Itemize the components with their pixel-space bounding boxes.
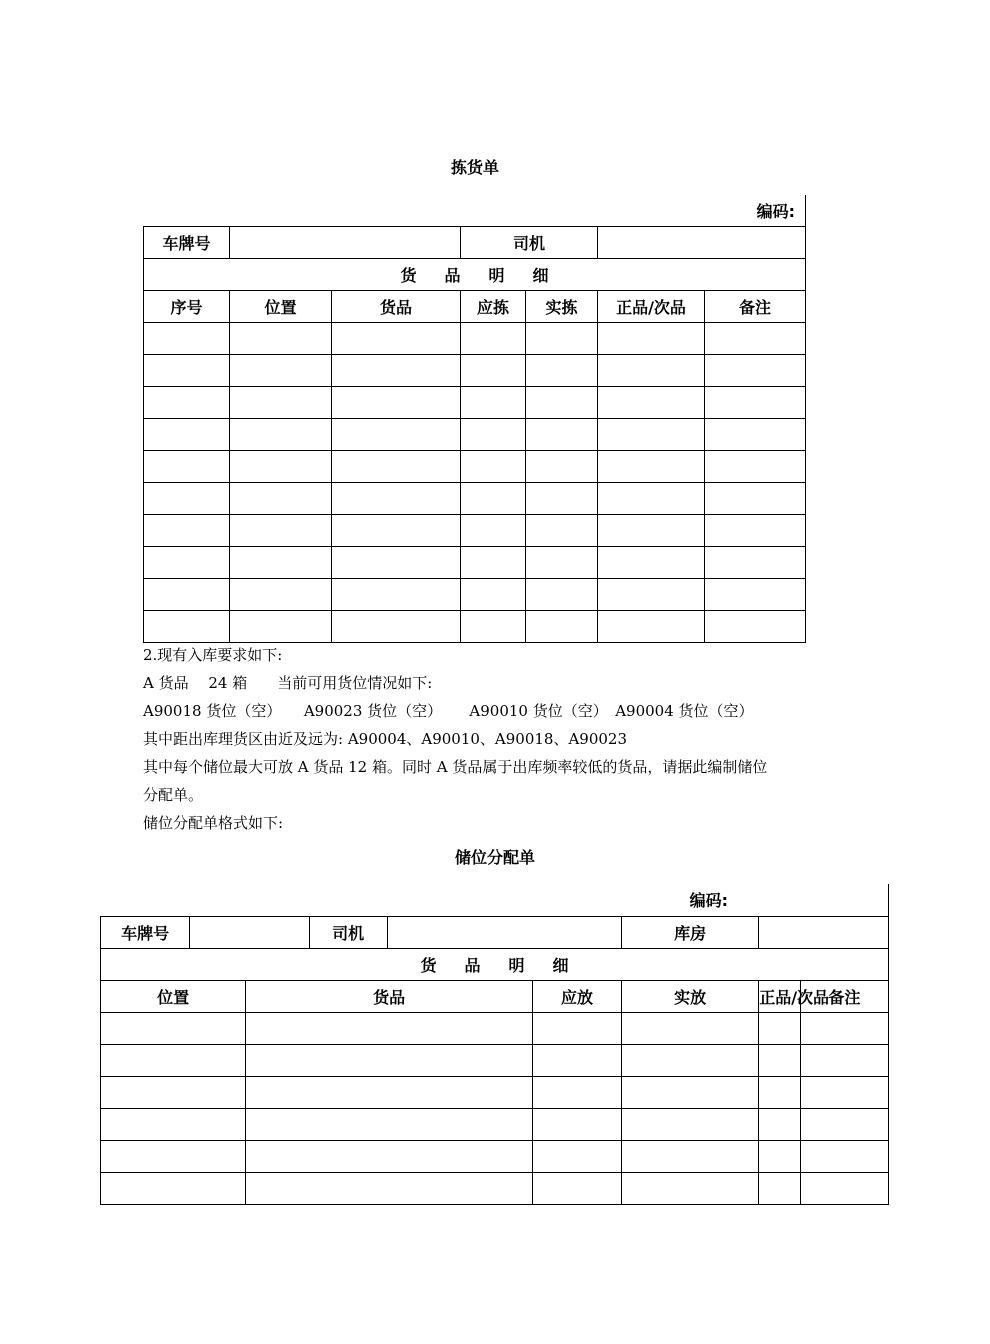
picking-cell[interactable] <box>230 578 332 610</box>
picking-cell[interactable] <box>598 514 705 546</box>
allocation-plate-label: 车牌号 <box>101 916 190 948</box>
picking-cell[interactable] <box>526 450 598 482</box>
picking-code-label: 编码: <box>756 201 796 221</box>
picking-table-row <box>144 546 806 578</box>
picking-cell[interactable] <box>332 354 461 386</box>
allocation-cell[interactable] <box>101 1044 246 1076</box>
picking-cell[interactable] <box>144 386 230 418</box>
picking-cell[interactable] <box>705 546 806 578</box>
picking-cell[interactable] <box>144 354 230 386</box>
allocation-cell[interactable] <box>246 1140 533 1172</box>
allocation-cell[interactable] <box>101 1172 246 1204</box>
picking-cell[interactable] <box>598 418 705 450</box>
allocation-driver-field[interactable] <box>387 916 622 948</box>
picking-cell[interactable] <box>705 578 806 610</box>
allocation-cell[interactable] <box>532 1012 621 1044</box>
picking-cell[interactable] <box>526 578 598 610</box>
picking-table-row <box>144 610 806 642</box>
allocation-cell[interactable] <box>759 1044 801 1076</box>
allocation-plate-field[interactable] <box>190 916 309 948</box>
picking-cell[interactable] <box>598 610 705 642</box>
picking-cell[interactable] <box>332 514 461 546</box>
picking-cell[interactable] <box>144 546 230 578</box>
picking-cell[interactable] <box>526 386 598 418</box>
picking-cell[interactable] <box>526 322 598 354</box>
picking-cell[interactable] <box>230 418 332 450</box>
picking-table-row <box>144 386 806 418</box>
instruction-line-6: 分配单。 <box>143 786 204 804</box>
picking-cell[interactable] <box>598 354 705 386</box>
picking-cell[interactable] <box>705 354 806 386</box>
allocation-col-remarks: 备注 <box>800 980 888 1012</box>
picking-cell[interactable] <box>461 610 526 642</box>
picking-cell[interactable] <box>332 482 461 514</box>
picking-col-index: 序号 <box>144 290 230 322</box>
allocation-cell[interactable] <box>800 1108 888 1140</box>
instruction-line-3: A90018 货位（空） A90023 货位（空） A90010 货位（空） A90004 货位（空） <box>143 702 754 720</box>
picking-form-table <box>143 195 806 643</box>
allocation-table-row <box>101 1044 889 1076</box>
picking-cell[interactable] <box>332 546 461 578</box>
picking-plate-label: 车牌号 <box>144 226 230 258</box>
instruction-line-7: 储位分配单格式如下: <box>143 814 284 832</box>
allocation-cell[interactable] <box>759 1012 801 1044</box>
picking-table-row <box>144 418 806 450</box>
picking-cell[interactable] <box>332 322 461 354</box>
picking-cell[interactable] <box>598 546 705 578</box>
picking-cell[interactable] <box>332 578 461 610</box>
picking-cell[interactable] <box>526 482 598 514</box>
picking-cell[interactable] <box>705 482 806 514</box>
instruction-line-1: 2.现有入库要求如下: <box>143 646 283 664</box>
allocation-cell[interactable] <box>246 1172 533 1204</box>
allocation-col-should-place: 应放 <box>532 980 621 1012</box>
picking-cell[interactable] <box>230 450 332 482</box>
allocation-table-row <box>101 1108 889 1140</box>
picking-cell[interactable] <box>598 322 705 354</box>
allocation-cell[interactable] <box>532 1108 621 1140</box>
allocation-cell[interactable] <box>246 1044 533 1076</box>
picking-cell[interactable] <box>230 610 332 642</box>
picking-cell[interactable] <box>705 386 806 418</box>
allocation-cell[interactable] <box>532 1172 621 1204</box>
allocation-rows <box>101 1012 889 1204</box>
picking-col-location: 位置 <box>230 290 332 322</box>
picking-cell[interactable] <box>461 546 526 578</box>
picking-cell[interactable] <box>705 418 806 450</box>
picking-cell[interactable] <box>461 578 526 610</box>
picking-form-title: 拣货单 <box>450 158 499 177</box>
picking-col-remarks: 备注 <box>705 290 806 322</box>
picking-rows <box>144 322 806 642</box>
picking-cell[interactable] <box>332 450 461 482</box>
picking-cell[interactable] <box>526 514 598 546</box>
picking-driver-field[interactable] <box>598 226 806 258</box>
picking-table-row <box>144 354 806 386</box>
picking-plate-field[interactable] <box>230 226 461 258</box>
allocation-cell[interactable] <box>246 1108 533 1140</box>
picking-cell[interactable] <box>144 482 230 514</box>
allocation-cell[interactable] <box>622 1172 759 1204</box>
allocation-cell[interactable] <box>101 1012 246 1044</box>
picking-cell[interactable] <box>705 610 806 642</box>
allocation-form-title: 储位分配单 <box>454 848 535 867</box>
picking-cell[interactable] <box>526 354 598 386</box>
allocation-col-location: 位置 <box>101 980 246 1012</box>
allocation-cell[interactable] <box>800 1076 888 1108</box>
picking-table-row <box>144 322 806 354</box>
allocation-cell[interactable] <box>622 1140 759 1172</box>
picking-cell[interactable] <box>144 578 230 610</box>
picking-cell[interactable] <box>230 322 332 354</box>
picking-cell[interactable] <box>230 514 332 546</box>
picking-cell[interactable] <box>230 546 332 578</box>
picking-cell[interactable] <box>705 322 806 354</box>
allocation-table-row <box>101 1172 889 1204</box>
picking-cell[interactable] <box>526 546 598 578</box>
allocation-cell[interactable] <box>800 1012 888 1044</box>
picking-cell[interactable] <box>144 450 230 482</box>
picking-col-actual-pick: 实拣 <box>526 290 598 322</box>
allocation-table-row <box>101 1012 889 1044</box>
picking-col-goods: 货品 <box>332 290 461 322</box>
picking-cell[interactable] <box>526 418 598 450</box>
allocation-form-table <box>100 884 889 1205</box>
picking-table-row <box>144 514 806 546</box>
allocation-cell[interactable] <box>800 1044 888 1076</box>
allocation-cell[interactable] <box>532 1044 621 1076</box>
allocation-cell[interactable] <box>759 1172 801 1204</box>
picking-col-quality: 正品/次品 <box>598 290 705 322</box>
picking-driver-label: 司机 <box>461 226 598 258</box>
allocation-cell[interactable] <box>759 1076 801 1108</box>
allocation-col-actual-place: 实放 <box>622 980 759 1012</box>
picking-cell[interactable] <box>144 610 230 642</box>
allocation-cell[interactable] <box>622 1044 759 1076</box>
allocation-cell[interactable] <box>246 1012 533 1044</box>
allocation-section-label: 货品明细 <box>101 948 889 980</box>
allocation-warehouse-field[interactable] <box>759 916 889 948</box>
allocation-cell[interactable] <box>532 1140 621 1172</box>
picking-table-row <box>144 482 806 514</box>
allocation-cell[interactable] <box>622 1108 759 1140</box>
instruction-line-5: 其中每个储位最大可放 A 货品 12 箱。同时 A 货品属于出库频率较低的货品，请据此编制储位 <box>143 758 768 776</box>
instruction-line-4: 其中距出库理货区由近及远为: A90004、A90010、A90018、A90023 <box>143 730 628 748</box>
picking-cell[interactable] <box>461 354 526 386</box>
picking-cell[interactable] <box>705 514 806 546</box>
picking-col-should-pick: 应拣 <box>461 290 526 322</box>
picking-cell[interactable] <box>332 418 461 450</box>
allocation-driver-label: 司机 <box>309 916 387 948</box>
picking-cell[interactable] <box>332 386 461 418</box>
picking-cell[interactable] <box>461 322 526 354</box>
allocation-cell[interactable] <box>246 1076 533 1108</box>
picking-cell[interactable] <box>461 514 526 546</box>
picking-cell[interactable] <box>598 450 705 482</box>
allocation-code-label: 编码: <box>689 891 728 911</box>
allocation-cell[interactable] <box>101 1108 246 1140</box>
picking-section-label: 货品明细 <box>144 258 806 290</box>
picking-cell[interactable] <box>598 386 705 418</box>
allocation-table-row <box>101 1140 889 1172</box>
allocation-col-goods: 货品 <box>246 980 533 1012</box>
picking-cell[interactable] <box>526 610 598 642</box>
picking-cell[interactable] <box>461 450 526 482</box>
allocation-cell[interactable] <box>800 1172 888 1204</box>
picking-cell[interactable] <box>461 482 526 514</box>
instruction-line-2: A 货品 24 箱 当前可用货位情况如下: <box>143 674 433 692</box>
picking-cell[interactable] <box>144 418 230 450</box>
picking-cell[interactable] <box>598 578 705 610</box>
picking-cell[interactable] <box>230 386 332 418</box>
picking-cell[interactable] <box>144 322 230 354</box>
allocation-cell[interactable] <box>759 1140 801 1172</box>
picking-cell[interactable] <box>144 514 230 546</box>
picking-table-row <box>144 578 806 610</box>
allocation-col-quality: 正品/次品 <box>759 980 801 1012</box>
allocation-cell[interactable] <box>101 1140 246 1172</box>
allocation-warehouse-label: 库房 <box>622 916 759 948</box>
picking-cell[interactable] <box>332 610 461 642</box>
allocation-cell[interactable] <box>532 1076 621 1108</box>
picking-cell[interactable] <box>461 418 526 450</box>
allocation-cell[interactable] <box>622 1012 759 1044</box>
allocation-cell[interactable] <box>622 1076 759 1108</box>
picking-cell[interactable] <box>705 450 806 482</box>
picking-cell[interactable] <box>461 386 526 418</box>
allocation-table-row <box>101 1076 889 1108</box>
picking-cell[interactable] <box>230 482 332 514</box>
allocation-cell[interactable] <box>800 1140 888 1172</box>
picking-cell[interactable] <box>598 482 705 514</box>
allocation-cell[interactable] <box>759 1108 801 1140</box>
picking-cell[interactable] <box>230 354 332 386</box>
allocation-cell[interactable] <box>101 1076 246 1108</box>
picking-table-row <box>144 450 806 482</box>
